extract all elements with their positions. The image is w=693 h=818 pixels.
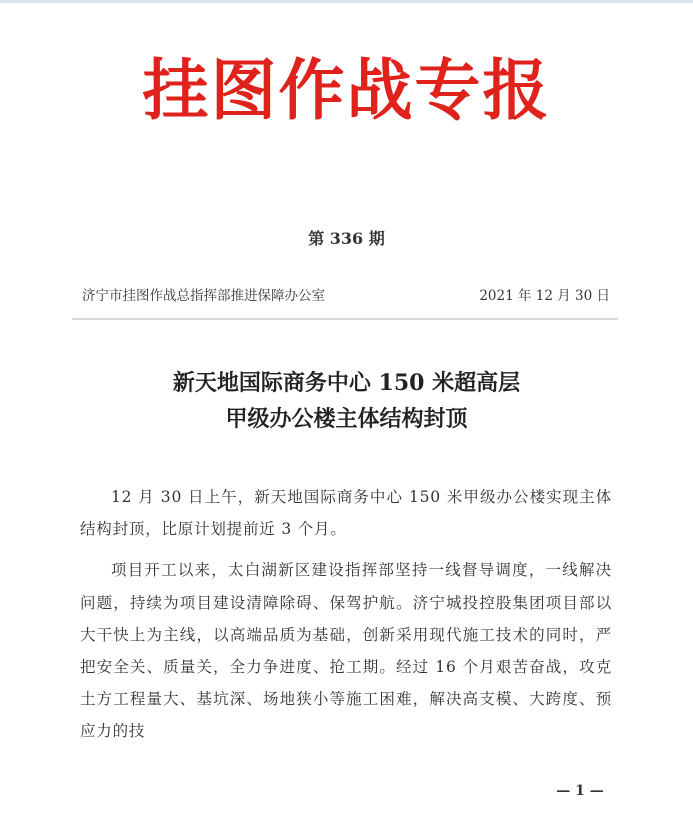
issue-number: 第 336 期	[308, 229, 385, 248]
issuer: 济宁市挂图作战总指挥部推进保障办公室	[82, 288, 325, 304]
divider-rule	[72, 318, 618, 320]
headline-line-1: 新天地国际商务中心 150 米超高层	[172, 370, 521, 396]
article-body	[80, 481, 612, 757]
page-number: — 1 —	[556, 783, 604, 799]
top-strip	[0, 0, 693, 3]
paragraph-1: 12 月 30 日上午，新天地国际商务中心 150 米甲级办公楼实现主体结构封顶，比原计划提前近 3 个月。	[80, 488, 612, 539]
paragraph-2: 项目开工以来，太白湖新区建设指挥部坚持一线督导调度，一线解决问题，持续为项目建设清障除碍、保驾护航。济宁城投控股集团项目部以大干快上为主线，以高端品质为基础，创新采用现代施工技术的同时，严把安全关、质量关，全力争进度、抢工期。经过 16 个月艰苦奋战，攻克土方工程量大、基坑深、场地狭小等施工困难，解决高支模、大跨度、预应力的技	[80, 561, 612, 741]
article-headline	[0, 365, 693, 437]
issuer-date-row	[82, 284, 610, 304]
issue-date: 2021 年 12 月 30 日	[479, 288, 610, 304]
headline-line-2: 甲级办公楼主体结构封顶	[225, 406, 468, 432]
masthead-title: 挂图作战专报	[142, 52, 551, 129]
